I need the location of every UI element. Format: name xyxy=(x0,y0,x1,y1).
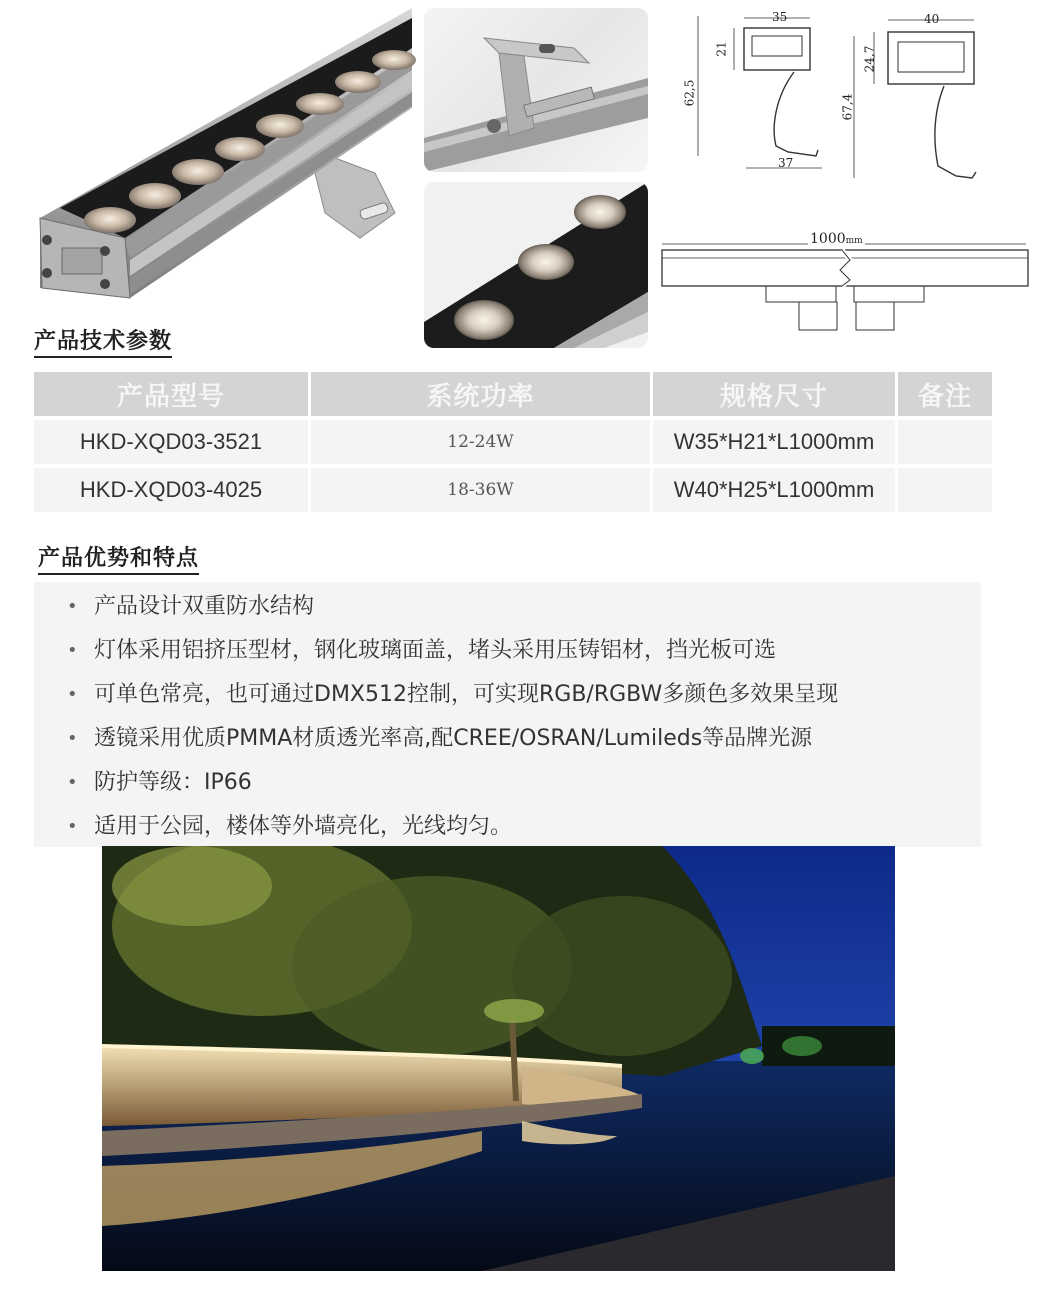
list-item xyxy=(34,594,981,638)
length-value: 1000 xyxy=(810,231,846,247)
cell-power: 12-24W xyxy=(311,420,650,468)
header-power: 系统功率 xyxy=(311,372,650,420)
feature-box xyxy=(34,582,981,847)
dim-left-total-height: 62,5 xyxy=(682,79,697,107)
cell-size: W40*H25*L1000mm xyxy=(653,468,895,516)
length-unit: mm xyxy=(845,236,863,246)
dim-right-total-height: 67,4 xyxy=(840,93,855,121)
feature-text: 适用于公园，楼体等外墙亮化，光线均匀。 xyxy=(94,814,513,839)
feature-text: 透镜采用优质PMMA材质透光率高,配CREE/OSRAN/Lumileds等品牌光源 xyxy=(94,726,813,751)
cross-section-drawing xyxy=(676,6,994,186)
bullet: • xyxy=(67,816,78,837)
night-scene-photo xyxy=(102,846,895,1271)
cell-note xyxy=(898,420,992,468)
bullet: • xyxy=(67,728,78,749)
spec-table xyxy=(31,372,995,516)
cell-model: HKD-XQD03-4025 xyxy=(34,468,308,516)
dim-left-width: 35 xyxy=(772,10,788,24)
cell-note xyxy=(898,468,992,516)
dim-right-height: 24,7 xyxy=(862,45,877,73)
cell-size: W35*H21*L1000mm xyxy=(653,420,895,468)
features-heading: 产品优势和特点 xyxy=(38,545,199,575)
list-item xyxy=(34,638,981,682)
cell-model: HKD-XQD03-3521 xyxy=(34,420,308,468)
lens-illustration xyxy=(424,182,648,348)
spec-table-header-row xyxy=(34,372,992,420)
dim-left-bottom-width: 37 xyxy=(778,156,794,170)
specs-heading: 产品技术参数 xyxy=(34,328,172,358)
feature-text: 防护等级：IP66 xyxy=(94,770,252,795)
dim-right-width: 40 xyxy=(924,12,940,26)
header-model: 产品型号 xyxy=(34,372,308,420)
list-item xyxy=(34,770,981,814)
bullet: • xyxy=(67,596,78,617)
list-item xyxy=(34,726,981,770)
wall-washer-illustration xyxy=(30,8,418,308)
bracket-illustration xyxy=(424,8,648,172)
feature-text: 灯体采用铝挤压型材，钢化玻璃面盖，堵头采用压铸铝材，挡光板可选 xyxy=(94,638,777,663)
length-drawing xyxy=(654,226,1034,336)
product-main-image xyxy=(30,8,418,308)
feature-list xyxy=(34,582,981,858)
bullet: • xyxy=(67,772,78,793)
night-scene-illustration xyxy=(102,846,895,1271)
bullet: • xyxy=(67,640,78,661)
header-size: 规格尺寸 xyxy=(653,372,895,420)
header-note: 备注 xyxy=(898,372,992,420)
feature-text: 可单色常亮，也可通过DMX512控制，可实现RGB/RGBW多颜色多效果呈现 xyxy=(94,682,839,707)
feature-text: 产品设计双重防水结构 xyxy=(94,594,315,619)
cell-power: 18-36W xyxy=(311,468,650,516)
list-item xyxy=(34,682,981,726)
length-label xyxy=(808,231,865,247)
bracket-closeup-image xyxy=(424,8,648,172)
dim-left-height: 21 xyxy=(714,41,729,57)
lens-closeup-image xyxy=(424,182,648,348)
table-row xyxy=(34,468,992,516)
cross-section-svg xyxy=(676,6,994,186)
table-row xyxy=(34,420,992,468)
bullet: • xyxy=(67,684,78,705)
